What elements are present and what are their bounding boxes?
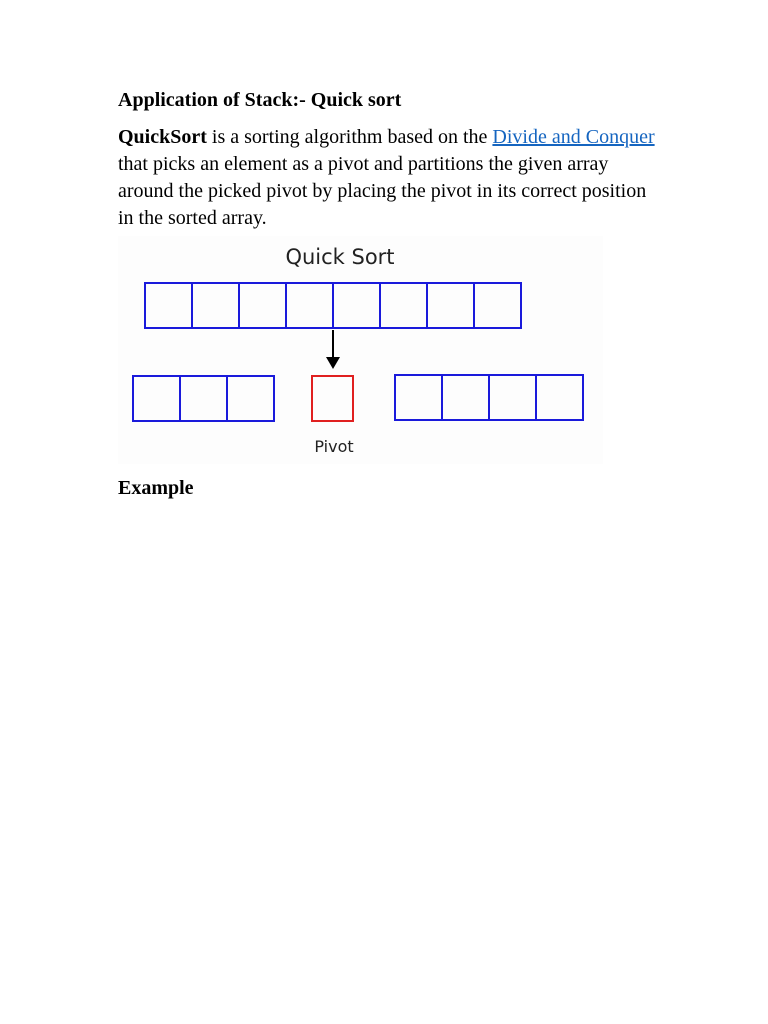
quicksort-term: QuickSort: [118, 126, 207, 148]
left-partition-cell: [133, 376, 180, 421]
quicksort-description: [118, 124, 658, 232]
array-cell: [145, 283, 192, 328]
right-partition-cell: [395, 375, 442, 420]
pivot-cell: [312, 376, 353, 421]
right-partition-cell: [442, 375, 489, 420]
description-text-before: is a sorting algorithm based on the: [206, 126, 493, 148]
array-cell: [286, 283, 333, 328]
quick-sort-svg: [118, 236, 603, 464]
partition-arrow-head-icon: [326, 357, 340, 369]
array-cell: [380, 283, 427, 328]
quick-sort-diagram: [118, 236, 603, 464]
left-partition-array: [133, 376, 274, 421]
section-heading: Application of Stack:- Quick sort: [118, 89, 402, 111]
array-cell: [427, 283, 474, 328]
array-cell: [333, 283, 380, 328]
array-cell: [474, 283, 521, 328]
diagram-title: Quick Sort: [285, 245, 395, 269]
pivot-label: Pivot: [314, 437, 354, 456]
right-partition-cell: [536, 375, 583, 420]
array-cell: [192, 283, 239, 328]
right-partition-cell: [489, 375, 536, 420]
divide-and-conquer-link[interactable]: Divide and Conquer: [492, 126, 655, 148]
input-array: [145, 283, 521, 328]
left-partition-cell: [227, 376, 274, 421]
description-text-after: that picks an element as a pivot and partitions the given array around the picked pivot by placing the pivot in its correct position in the sorted array.: [118, 153, 647, 229]
example-heading: Example: [118, 477, 194, 499]
document-body: [118, 86, 658, 232]
array-cell: [239, 283, 286, 328]
left-partition-cell: [180, 376, 227, 421]
right-partition-array: [395, 375, 583, 420]
